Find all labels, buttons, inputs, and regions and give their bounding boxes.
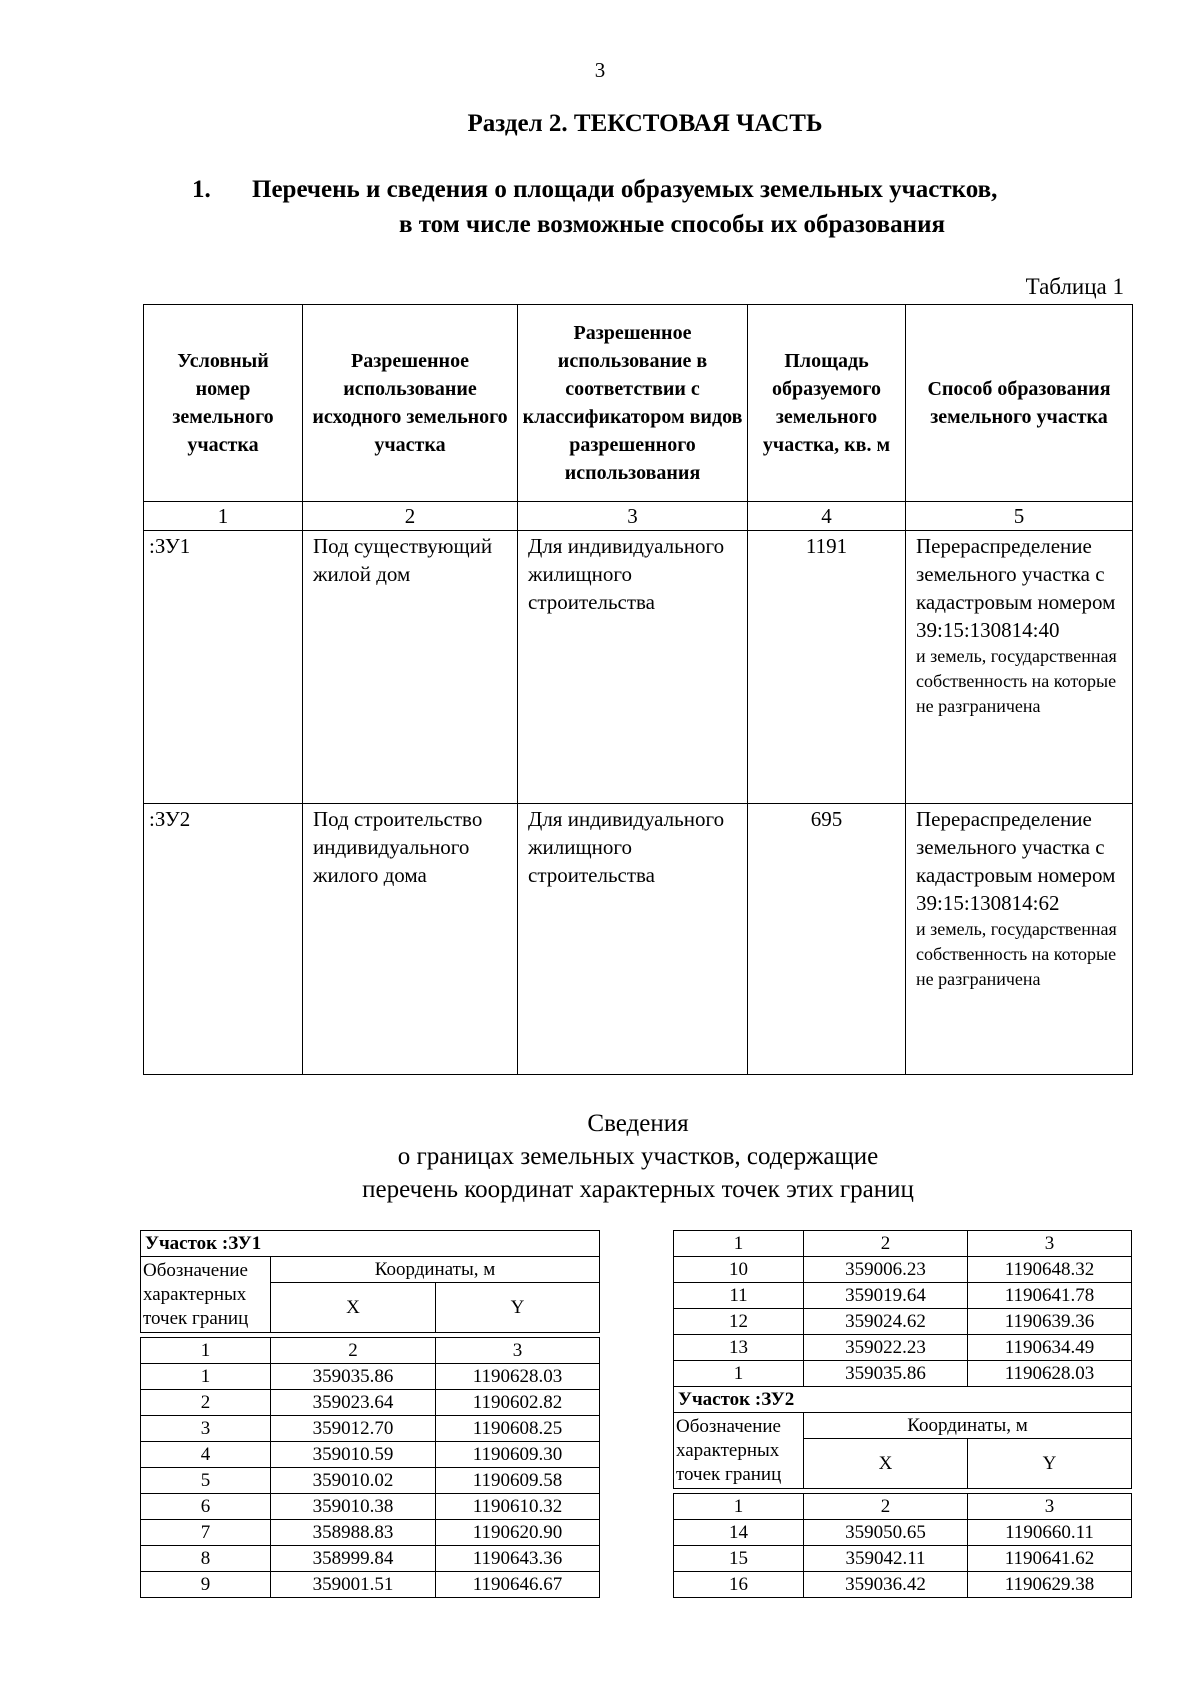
plot-id-cell: :ЗУ1 [144,531,303,804]
coords-body [141,1364,600,1598]
y-value: 1190608.25 [436,1416,600,1442]
x-value: 359050.65 [804,1520,968,1546]
y-value: 1190643.36 [436,1546,600,1572]
coords-table-right [673,1230,1132,1598]
plot-label-row [141,1231,600,1257]
column-number: 1 [674,1231,804,1257]
point-id: 14 [674,1520,804,1546]
column-numbers-row [144,502,1133,531]
x-value: 359019.64 [804,1283,968,1309]
column-number: 2 [303,502,518,531]
point-id: 2 [141,1390,271,1416]
x-value: 359022.23 [804,1335,968,1361]
coord-row [674,1283,1132,1309]
boundaries-heading-line-1: Сведения [587,1110,689,1137]
plot-label: Участок :ЗУ2 [674,1387,1132,1413]
y-value: 1190628.03 [968,1361,1132,1387]
source-use-cell: Под существующий жилой дом [303,531,518,804]
column-number: 3 [518,502,748,531]
point-id: 6 [141,1494,271,1520]
coord-row [141,1520,600,1546]
coord-row [674,1257,1132,1283]
heading-line-1: Перечень и сведения о площади образуемых земельных участков, [252,176,998,203]
coord-row [674,1335,1132,1361]
y-value: 1190602.82 [436,1390,600,1416]
coord-row [141,1390,600,1416]
y-value: 1190609.30 [436,1442,600,1468]
table-caption: Таблица 1 [1025,274,1124,299]
header-source-use: Разрешенное использование исходного земельного участка [303,305,518,502]
table-row [144,531,1133,804]
coord-row [674,1546,1132,1572]
coords-col-numbers [674,1231,1132,1257]
coords-col-numbers [674,1494,1132,1520]
x-value: 359012.70 [271,1416,436,1442]
designation-header: Обозначение характерных точек границ [141,1257,271,1333]
x-value: 359035.86 [804,1361,968,1387]
coord-row [141,1416,600,1442]
method-main-text: Перераспределение земельного участка с кадастровым номером 39:15:130814:40 [916,534,1116,642]
coord-row [141,1572,600,1598]
point-id: 5 [141,1468,271,1494]
y-value: 1190641.78 [968,1283,1132,1309]
coords-header-row [674,1413,1132,1439]
x-value: 359006.23 [804,1257,968,1283]
y-header: Y [968,1439,1132,1489]
classifier-use-cell: Для индивидуального жилищного строительства [518,804,748,1075]
boundaries-heading-line-3: перечень координат характерных точек этих границ [362,1176,914,1203]
plots-table [143,304,1133,1075]
point-id: 8 [141,1546,271,1572]
y-value: 1190620.90 [436,1520,600,1546]
coord-row [141,1468,600,1494]
point-id: 3 [141,1416,271,1442]
column-number: 1 [674,1494,804,1520]
point-id: 7 [141,1520,271,1546]
x-header: X [271,1283,436,1333]
column-number: 3 [968,1231,1132,1257]
y-value: 1190641.62 [968,1546,1132,1572]
point-id: 9 [141,1572,271,1598]
y-value: 1190660.11 [968,1520,1132,1546]
header-method: Способ образования земельного участка [906,305,1133,502]
header-plot-id: Условный номер земельного участка [144,305,303,502]
y-value: 1190648.32 [968,1257,1132,1283]
x-header: X [804,1439,968,1489]
column-number: 1 [141,1338,271,1364]
y-header: Y [436,1283,600,1333]
x-value: 358999.84 [271,1546,436,1572]
table-row [144,804,1133,1075]
coords-col-numbers [141,1338,600,1364]
coords-header: Координаты, м [804,1413,1132,1439]
coord-row [141,1546,600,1572]
coord-row [141,1364,600,1390]
x-value: 359010.38 [271,1494,436,1520]
page-number: 3 [594,58,606,82]
x-value: 359010.02 [271,1468,436,1494]
coord-row [141,1494,600,1520]
coords-body [674,1257,1132,1387]
point-id: 11 [674,1283,804,1309]
coord-row [141,1442,600,1468]
column-number: 5 [906,502,1133,531]
point-id: 16 [674,1572,804,1598]
column-number: 3 [436,1338,600,1364]
y-value: 1190646.67 [436,1572,600,1598]
coords-header-row [141,1257,600,1283]
x-value: 359023.64 [271,1390,436,1416]
y-value: 1190628.03 [436,1364,600,1390]
x-value: 359035.86 [271,1364,436,1390]
plots-table-header [144,305,1133,502]
method-main-text: Перераспределение земельного участка с кадастровым номером 39:15:130814:62 [916,807,1116,915]
y-value: 1190609.58 [436,1468,600,1494]
point-id: 12 [674,1309,804,1335]
column-number: 4 [748,502,906,531]
method-cell [906,804,1133,1075]
coord-row [674,1520,1132,1546]
heading-line-2: в том числе возможные способы их образования [398,211,945,238]
method-small-text: и земель, государственная собственность на которые не разграничена [916,646,1117,716]
point-id: 1 [674,1361,804,1387]
point-id: 1 [141,1364,271,1390]
x-value: 358988.83 [271,1520,436,1546]
x-value: 359001.51 [271,1572,436,1598]
column-number: 2 [804,1494,968,1520]
column-number: 2 [804,1231,968,1257]
y-value: 1190634.49 [968,1335,1132,1361]
coords-table-left [140,1230,600,1598]
column-number: 3 [968,1494,1132,1520]
column-number: 1 [144,502,303,531]
classifier-use-cell: Для индивидуального жилищного строительства [518,531,748,804]
header-area: Площадь образуемого земельного участка, кв. м [748,305,906,502]
area-cell: 695 [748,804,906,1075]
point-id: 15 [674,1546,804,1572]
source-use-cell: Под строительство индивидуального жилого дома [303,804,518,1075]
method-small-text: и земель, государственная собственность на которые не разграничена [916,919,1117,989]
point-id: 13 [674,1335,804,1361]
y-value: 1190629.38 [968,1572,1132,1598]
header-classifier-use: Разрешенное использование в соответствии с классификатором видов разрешенного использования [518,305,748,502]
point-id: 10 [674,1257,804,1283]
point-id: 4 [141,1442,271,1468]
x-value: 359042.11 [804,1546,968,1572]
column-number: 2 [271,1338,436,1364]
coords-body [674,1520,1132,1598]
coord-row [674,1309,1132,1335]
y-value: 1190610.32 [436,1494,600,1520]
section-title: Раздел 2. ТЕКСТОВАЯ ЧАСТЬ [467,110,823,137]
plot-label: Участок :ЗУ1 [141,1231,600,1257]
plot-id-cell: :ЗУ2 [144,804,303,1075]
heading-number: 1. [192,176,211,203]
x-value: 359010.59 [271,1442,436,1468]
plot-label-row [674,1387,1132,1413]
coords-header: Координаты, м [271,1257,600,1283]
x-value: 359024.62 [804,1309,968,1335]
coord-row [674,1361,1132,1387]
boundaries-heading [0,1107,1200,1206]
method-cell [906,531,1133,804]
x-value: 359036.42 [804,1572,968,1598]
designation-header: Обозначение характерных точек границ [674,1413,804,1489]
y-value: 1190639.36 [968,1309,1132,1335]
coord-row [674,1572,1132,1598]
boundaries-heading-line-2: о границах земельных участков, содержащие [397,1143,879,1170]
area-cell: 1191 [748,531,906,804]
